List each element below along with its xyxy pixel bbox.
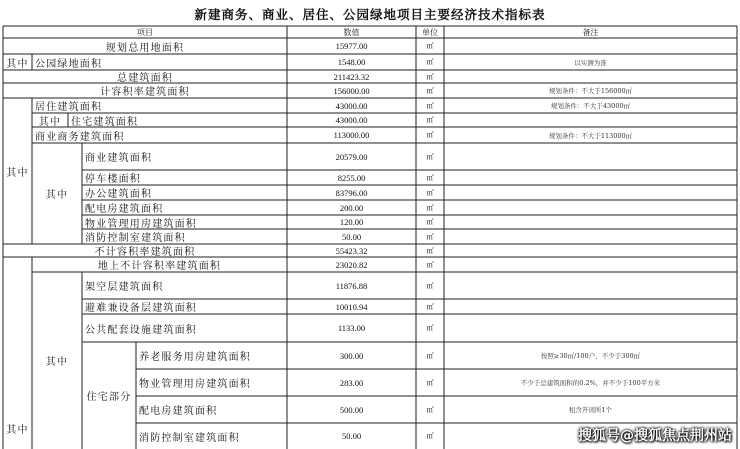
row-unit: ㎡: [426, 246, 434, 255]
row-value: 300.00: [339, 350, 364, 361]
row-unit: ㎡: [426, 72, 434, 81]
row-value: 113000.00: [333, 130, 370, 140]
row-value: 1133.00: [337, 323, 366, 333]
row-value: 200.00: [339, 202, 364, 213]
row-unit: ㎡: [426, 42, 434, 50]
row-value: 15977.00: [335, 41, 368, 51]
row-note: 租含开闭所1个: [568, 406, 613, 414]
row-label: 住宅建筑面积: [71, 116, 139, 127]
row-value: 55423.32: [335, 245, 368, 256]
row-label: 养老服务用房建筑面积: [139, 352, 251, 363]
header-value: 数值: [343, 27, 360, 37]
row-unit: ㎡: [426, 232, 434, 241]
row-unit: ㎡: [426, 131, 434, 139]
row-unit: ㎡: [426, 260, 434, 269]
row-value: 8255.00: [337, 172, 366, 183]
row-value: 156000.00: [333, 85, 370, 96]
row-label: 配电房建筑面积: [85, 204, 164, 215]
row-label: 消防控制室建筑面积: [85, 233, 186, 244]
row-unit: ㎡: [426, 218, 434, 226]
row-note: 按照≥30㎡/100户，不少于300㎡: [540, 352, 641, 360]
row-unit: ㎡: [426, 86, 434, 95]
row-value: 83796.00: [335, 187, 368, 198]
sub-group-label: 其中: [38, 116, 62, 127]
row-unit: ㎡: [426, 405, 434, 414]
row-value: 500.00: [339, 404, 364, 415]
row-unit: ㎡: [426, 281, 434, 290]
row-note: 不少于总建筑面积的0.2%，并不少于100平方米: [520, 379, 661, 387]
row-note: 规划条件：不大于156000㎡: [548, 87, 633, 95]
row-unit: ㎡: [426, 101, 434, 110]
row-value: 50.00: [341, 431, 362, 441]
row-unit: ㎡: [426, 58, 434, 66]
row-label: 停车楼面积: [85, 174, 141, 185]
row-label: 物业管理用房建筑面积: [85, 218, 197, 229]
row-value: 120.00: [339, 217, 364, 227]
row-label: 地上不计容积率建筑面积: [97, 261, 222, 272]
row-label: 配电房建筑面积: [139, 406, 218, 417]
row-label: 商业建筑面积: [85, 153, 153, 164]
row-value: 1548.00: [337, 57, 366, 67]
row-note: 规划条件：不大于113000㎡: [548, 131, 633, 140]
group-label: 其中: [6, 424, 29, 436]
row-unit: ㎡: [426, 302, 434, 311]
header-unit: 单位: [422, 27, 438, 37]
row-label: 商业商务建筑面积: [35, 131, 125, 143]
row-unit: ㎡: [426, 188, 434, 197]
header-note: 备注: [582, 27, 599, 37]
table-title: 新建商务、商业、居住、公园绿地项目主要经济技术指标表: [194, 7, 546, 22]
row-value: 211423.32: [333, 71, 370, 82]
group-label: 其中: [6, 58, 29, 70]
group-label: 其中: [6, 167, 29, 179]
row-unit: ㎡: [426, 116, 434, 124]
row-value: 23020.82: [335, 259, 368, 270]
row-label: 公共配套设施建筑面积: [85, 324, 197, 336]
row-value: 20579.00: [335, 151, 368, 162]
row-value: 283.00: [339, 377, 364, 388]
row-label: 架空层建筑面积: [85, 282, 164, 293]
row-unit: ㎡: [426, 173, 434, 182]
row-unit: ㎡: [426, 378, 434, 387]
group-label: 其中: [45, 357, 69, 368]
row-unit: ㎡: [426, 432, 434, 440]
row-label: 物业管理用房建筑面积: [139, 379, 251, 390]
row-label: 办公建筑面积: [85, 189, 153, 200]
row-value: 50.00: [341, 231, 362, 242]
row-note: 以实测为准: [574, 58, 607, 67]
row-label: 总建筑面积: [117, 73, 173, 83]
row-label: 居住建筑面积: [35, 102, 103, 113]
group-label: 其中: [45, 190, 69, 201]
row-value: 11876.88: [335, 280, 368, 291]
watermark-text: 搜狐号@搜狐焦点荆州站: [578, 428, 732, 444]
row-label: 规划总用地面积: [105, 42, 185, 54]
row-label: 消防控制室建筑面积: [139, 432, 240, 444]
row-label: 公园绿地面积: [35, 58, 103, 70]
row-value: 43000.00: [335, 100, 368, 111]
row-value: 43000.00: [335, 115, 368, 125]
row-label: 不计容积率建筑面积: [94, 247, 196, 257]
header-item: 项目: [137, 27, 153, 37]
row-label: 计容积率建筑面积: [100, 87, 190, 98]
group-label: 住宅部分: [86, 392, 132, 403]
row-unit: ㎡: [426, 203, 434, 212]
row-unit: ㎡: [426, 351, 434, 360]
row-note: 规划条件：不大于43000㎡: [550, 102, 631, 110]
row-unit: ㎡: [426, 324, 434, 332]
row-value: 10010.94: [335, 301, 368, 312]
row-label: 避难兼设备层建筑面积: [85, 303, 197, 314]
row-unit: ㎡: [426, 152, 434, 161]
